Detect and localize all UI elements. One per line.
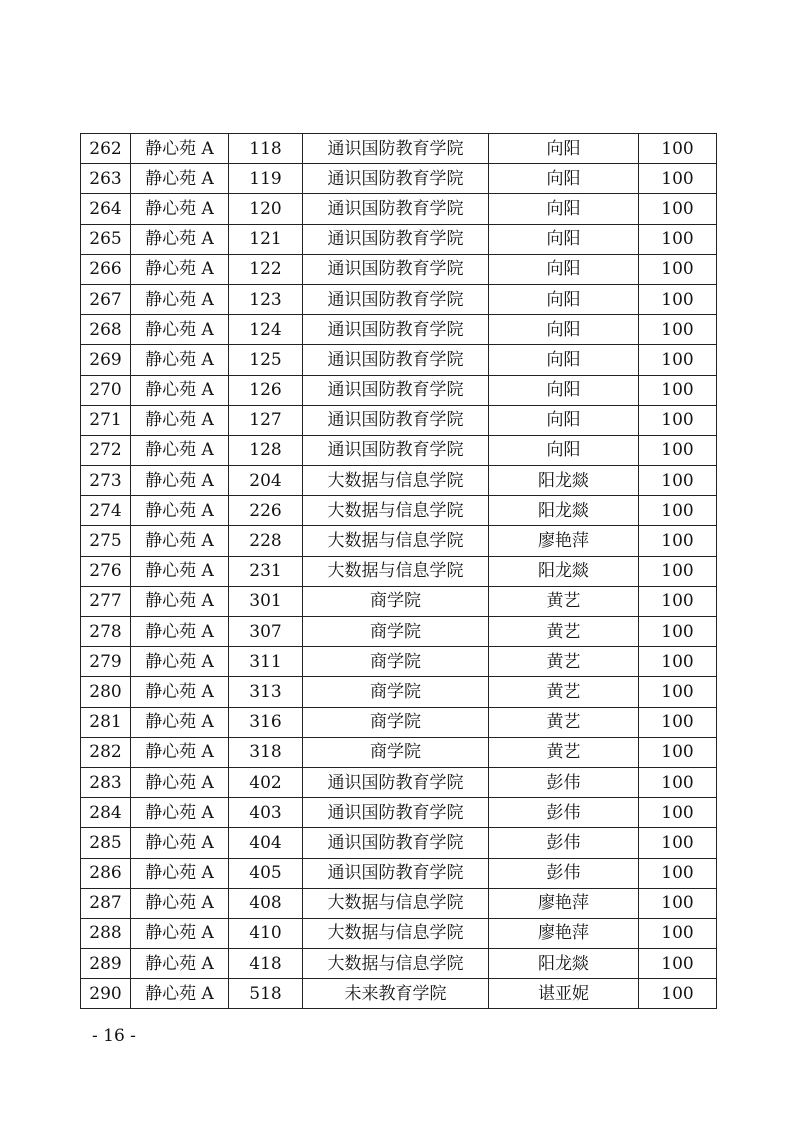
instructor-cell: 黄艺 (489, 617, 639, 647)
room-number-cell: 316 (229, 707, 303, 737)
room-number-cell: 118 (229, 134, 303, 164)
table-row (81, 617, 717, 647)
room-number-cell: 128 (229, 435, 303, 465)
instructor-cell: 廖艳萍 (489, 888, 639, 918)
instructor-cell: 谌亚妮 (489, 979, 639, 1009)
college-cell: 商学院 (303, 617, 489, 647)
college-cell: 通识国防教育学院 (303, 858, 489, 888)
score-cell: 100 (639, 858, 717, 888)
instructor-cell: 向阳 (489, 254, 639, 284)
instructor-cell: 向阳 (489, 224, 639, 254)
building-cell: 静心苑 A (131, 707, 229, 737)
row-index-cell: 275 (81, 526, 131, 556)
row-index-cell: 277 (81, 586, 131, 616)
row-index-cell: 272 (81, 435, 131, 465)
building-cell: 静心苑 A (131, 466, 229, 496)
instructor-cell: 阳龙燚 (489, 556, 639, 586)
table-row (81, 707, 717, 737)
row-index-cell: 267 (81, 284, 131, 314)
building-cell: 静心苑 A (131, 586, 229, 616)
table-row (81, 556, 717, 586)
table-row (81, 647, 717, 677)
table-row (81, 677, 717, 707)
room-number-cell: 204 (229, 466, 303, 496)
row-index-cell: 276 (81, 556, 131, 586)
room-number-cell: 120 (229, 194, 303, 224)
building-cell: 静心苑 A (131, 647, 229, 677)
score-cell: 100 (639, 586, 717, 616)
building-cell: 静心苑 A (131, 858, 229, 888)
room-number-cell: 318 (229, 737, 303, 767)
building-cell: 静心苑 A (131, 677, 229, 707)
college-cell: 大数据与信息学院 (303, 888, 489, 918)
score-cell: 100 (639, 526, 717, 556)
instructor-cell: 廖艳萍 (489, 918, 639, 948)
score-cell: 100 (639, 315, 717, 345)
score-cell: 100 (639, 405, 717, 435)
instructor-cell: 向阳 (489, 134, 639, 164)
building-cell: 静心苑 A (131, 164, 229, 194)
room-number-cell: 404 (229, 828, 303, 858)
building-cell: 静心苑 A (131, 224, 229, 254)
score-cell: 100 (639, 345, 717, 375)
score-cell: 100 (639, 707, 717, 737)
room-number-cell: 402 (229, 767, 303, 797)
instructor-cell: 向阳 (489, 405, 639, 435)
building-cell: 静心苑 A (131, 375, 229, 405)
table-row (81, 888, 717, 918)
table-row (81, 194, 717, 224)
building-cell: 静心苑 A (131, 254, 229, 284)
score-cell: 100 (639, 556, 717, 586)
score-cell: 100 (639, 647, 717, 677)
college-cell: 大数据与信息学院 (303, 496, 489, 526)
instructor-cell: 黄艺 (489, 647, 639, 677)
room-number-cell: 403 (229, 798, 303, 828)
table-row (81, 828, 717, 858)
table-row (81, 435, 717, 465)
score-cell: 100 (639, 798, 717, 828)
building-cell: 静心苑 A (131, 828, 229, 858)
building-cell: 静心苑 A (131, 435, 229, 465)
row-index-cell: 274 (81, 496, 131, 526)
building-cell: 静心苑 A (131, 949, 229, 979)
row-index-cell: 289 (81, 949, 131, 979)
building-cell: 静心苑 A (131, 918, 229, 948)
score-cell: 100 (639, 888, 717, 918)
college-cell: 大数据与信息学院 (303, 556, 489, 586)
instructor-cell: 向阳 (489, 375, 639, 405)
row-index-cell: 279 (81, 647, 131, 677)
college-cell: 通识国防教育学院 (303, 345, 489, 375)
table-row (81, 375, 717, 405)
score-cell: 100 (639, 194, 717, 224)
building-cell: 静心苑 A (131, 284, 229, 314)
college-cell: 通识国防教育学院 (303, 405, 489, 435)
table-row (81, 315, 717, 345)
row-index-cell: 268 (81, 315, 131, 345)
college-cell: 大数据与信息学院 (303, 918, 489, 948)
building-cell: 静心苑 A (131, 194, 229, 224)
college-cell: 通识国防教育学院 (303, 315, 489, 345)
room-number-cell: 124 (229, 315, 303, 345)
college-cell: 大数据与信息学院 (303, 526, 489, 556)
row-index-cell: 288 (81, 918, 131, 948)
row-index-cell: 273 (81, 466, 131, 496)
table-row (81, 979, 717, 1009)
row-index-cell: 263 (81, 164, 131, 194)
building-cell: 静心苑 A (131, 134, 229, 164)
college-cell: 大数据与信息学院 (303, 466, 489, 496)
row-index-cell: 282 (81, 737, 131, 767)
room-number-cell: 231 (229, 556, 303, 586)
table-row (81, 526, 717, 556)
row-index-cell: 266 (81, 254, 131, 284)
row-index-cell: 280 (81, 677, 131, 707)
score-cell: 100 (639, 677, 717, 707)
row-index-cell: 269 (81, 345, 131, 375)
instructor-cell: 阳龙燚 (489, 496, 639, 526)
college-cell: 通识国防教育学院 (303, 767, 489, 797)
building-cell: 静心苑 A (131, 737, 229, 767)
table-row (81, 164, 717, 194)
room-number-cell: 125 (229, 345, 303, 375)
table-row (81, 284, 717, 314)
instructor-cell: 黄艺 (489, 707, 639, 737)
table-row (81, 496, 717, 526)
score-cell: 100 (639, 466, 717, 496)
room-number-cell: 301 (229, 586, 303, 616)
instructor-cell: 廖艳萍 (489, 526, 639, 556)
room-number-cell: 226 (229, 496, 303, 526)
table-row (81, 224, 717, 254)
table-row (81, 858, 717, 888)
college-cell: 大数据与信息学院 (303, 949, 489, 979)
room-number-cell: 123 (229, 284, 303, 314)
row-index-cell: 285 (81, 828, 131, 858)
row-index-cell: 270 (81, 375, 131, 405)
row-index-cell: 284 (81, 798, 131, 828)
college-cell: 通识国防教育学院 (303, 375, 489, 405)
room-number-cell: 228 (229, 526, 303, 556)
row-index-cell: 265 (81, 224, 131, 254)
row-index-cell: 286 (81, 858, 131, 888)
instructor-cell: 阳龙燚 (489, 466, 639, 496)
college-cell: 通识国防教育学院 (303, 254, 489, 284)
instructor-cell: 彭伟 (489, 767, 639, 797)
table-row (81, 737, 717, 767)
score-cell: 100 (639, 375, 717, 405)
row-index-cell: 262 (81, 134, 131, 164)
table-row (81, 949, 717, 979)
room-number-cell: 408 (229, 888, 303, 918)
room-number-cell: 122 (229, 254, 303, 284)
score-cell: 100 (639, 134, 717, 164)
table-row (81, 134, 717, 164)
table-row (81, 466, 717, 496)
row-index-cell: 283 (81, 767, 131, 797)
row-index-cell: 271 (81, 405, 131, 435)
score-cell: 100 (639, 918, 717, 948)
instructor-cell: 向阳 (489, 345, 639, 375)
page-number: - 16 - (92, 1026, 136, 1046)
building-cell: 静心苑 A (131, 345, 229, 375)
instructor-cell: 黄艺 (489, 586, 639, 616)
instructor-cell: 向阳 (489, 315, 639, 345)
college-cell: 商学院 (303, 737, 489, 767)
college-cell: 通识国防教育学院 (303, 435, 489, 465)
table-row (81, 405, 717, 435)
score-cell: 100 (639, 617, 717, 647)
building-cell: 静心苑 A (131, 798, 229, 828)
score-cell: 100 (639, 949, 717, 979)
instructor-cell: 向阳 (489, 164, 639, 194)
table-row (81, 767, 717, 797)
building-cell: 静心苑 A (131, 617, 229, 647)
room-number-cell: 518 (229, 979, 303, 1009)
score-cell: 100 (639, 767, 717, 797)
score-cell: 100 (639, 435, 717, 465)
score-cell: 100 (639, 979, 717, 1009)
score-cell: 100 (639, 284, 717, 314)
college-cell: 通识国防教育学院 (303, 134, 489, 164)
room-number-cell: 307 (229, 617, 303, 647)
instructor-cell: 向阳 (489, 194, 639, 224)
room-number-cell: 405 (229, 858, 303, 888)
building-cell: 静心苑 A (131, 556, 229, 586)
room-number-cell: 311 (229, 647, 303, 677)
table-row (81, 254, 717, 284)
table-row (81, 586, 717, 616)
instructor-cell: 向阳 (489, 284, 639, 314)
row-index-cell: 290 (81, 979, 131, 1009)
table-row (81, 345, 717, 375)
room-number-cell: 119 (229, 164, 303, 194)
building-cell: 静心苑 A (131, 496, 229, 526)
college-cell: 未来教育学院 (303, 979, 489, 1009)
building-cell: 静心苑 A (131, 405, 229, 435)
room-number-cell: 127 (229, 405, 303, 435)
college-cell: 通识国防教育学院 (303, 194, 489, 224)
college-cell: 通识国防教育学院 (303, 284, 489, 314)
building-cell: 静心苑 A (131, 767, 229, 797)
score-cell: 100 (639, 224, 717, 254)
room-number-cell: 410 (229, 918, 303, 948)
college-cell: 商学院 (303, 586, 489, 616)
row-index-cell: 281 (81, 707, 131, 737)
building-cell: 静心苑 A (131, 315, 229, 345)
college-cell: 通识国防教育学院 (303, 828, 489, 858)
row-index-cell: 278 (81, 617, 131, 647)
room-number-cell: 121 (229, 224, 303, 254)
dormitory-score-table (80, 133, 717, 1009)
instructor-cell: 彭伟 (489, 798, 639, 828)
table-row (81, 918, 717, 948)
score-cell: 100 (639, 164, 717, 194)
room-number-cell: 418 (229, 949, 303, 979)
instructor-cell: 阳龙燚 (489, 949, 639, 979)
room-number-cell: 126 (229, 375, 303, 405)
building-cell: 静心苑 A (131, 526, 229, 556)
score-cell: 100 (639, 828, 717, 858)
instructor-cell: 向阳 (489, 435, 639, 465)
college-cell: 通识国防教育学院 (303, 164, 489, 194)
building-cell: 静心苑 A (131, 888, 229, 918)
instructor-cell: 黄艺 (489, 737, 639, 767)
college-cell: 通识国防教育学院 (303, 798, 489, 828)
instructor-cell: 彭伟 (489, 828, 639, 858)
score-cell: 100 (639, 254, 717, 284)
score-cell: 100 (639, 496, 717, 526)
room-number-cell: 313 (229, 677, 303, 707)
college-cell: 商学院 (303, 647, 489, 677)
college-cell: 商学院 (303, 677, 489, 707)
college-cell: 商学院 (303, 707, 489, 737)
college-cell: 通识国防教育学院 (303, 224, 489, 254)
score-cell: 100 (639, 737, 717, 767)
row-index-cell: 287 (81, 888, 131, 918)
instructor-cell: 彭伟 (489, 858, 639, 888)
building-cell: 静心苑 A (131, 979, 229, 1009)
table-row (81, 798, 717, 828)
row-index-cell: 264 (81, 194, 131, 224)
instructor-cell: 黄艺 (489, 677, 639, 707)
